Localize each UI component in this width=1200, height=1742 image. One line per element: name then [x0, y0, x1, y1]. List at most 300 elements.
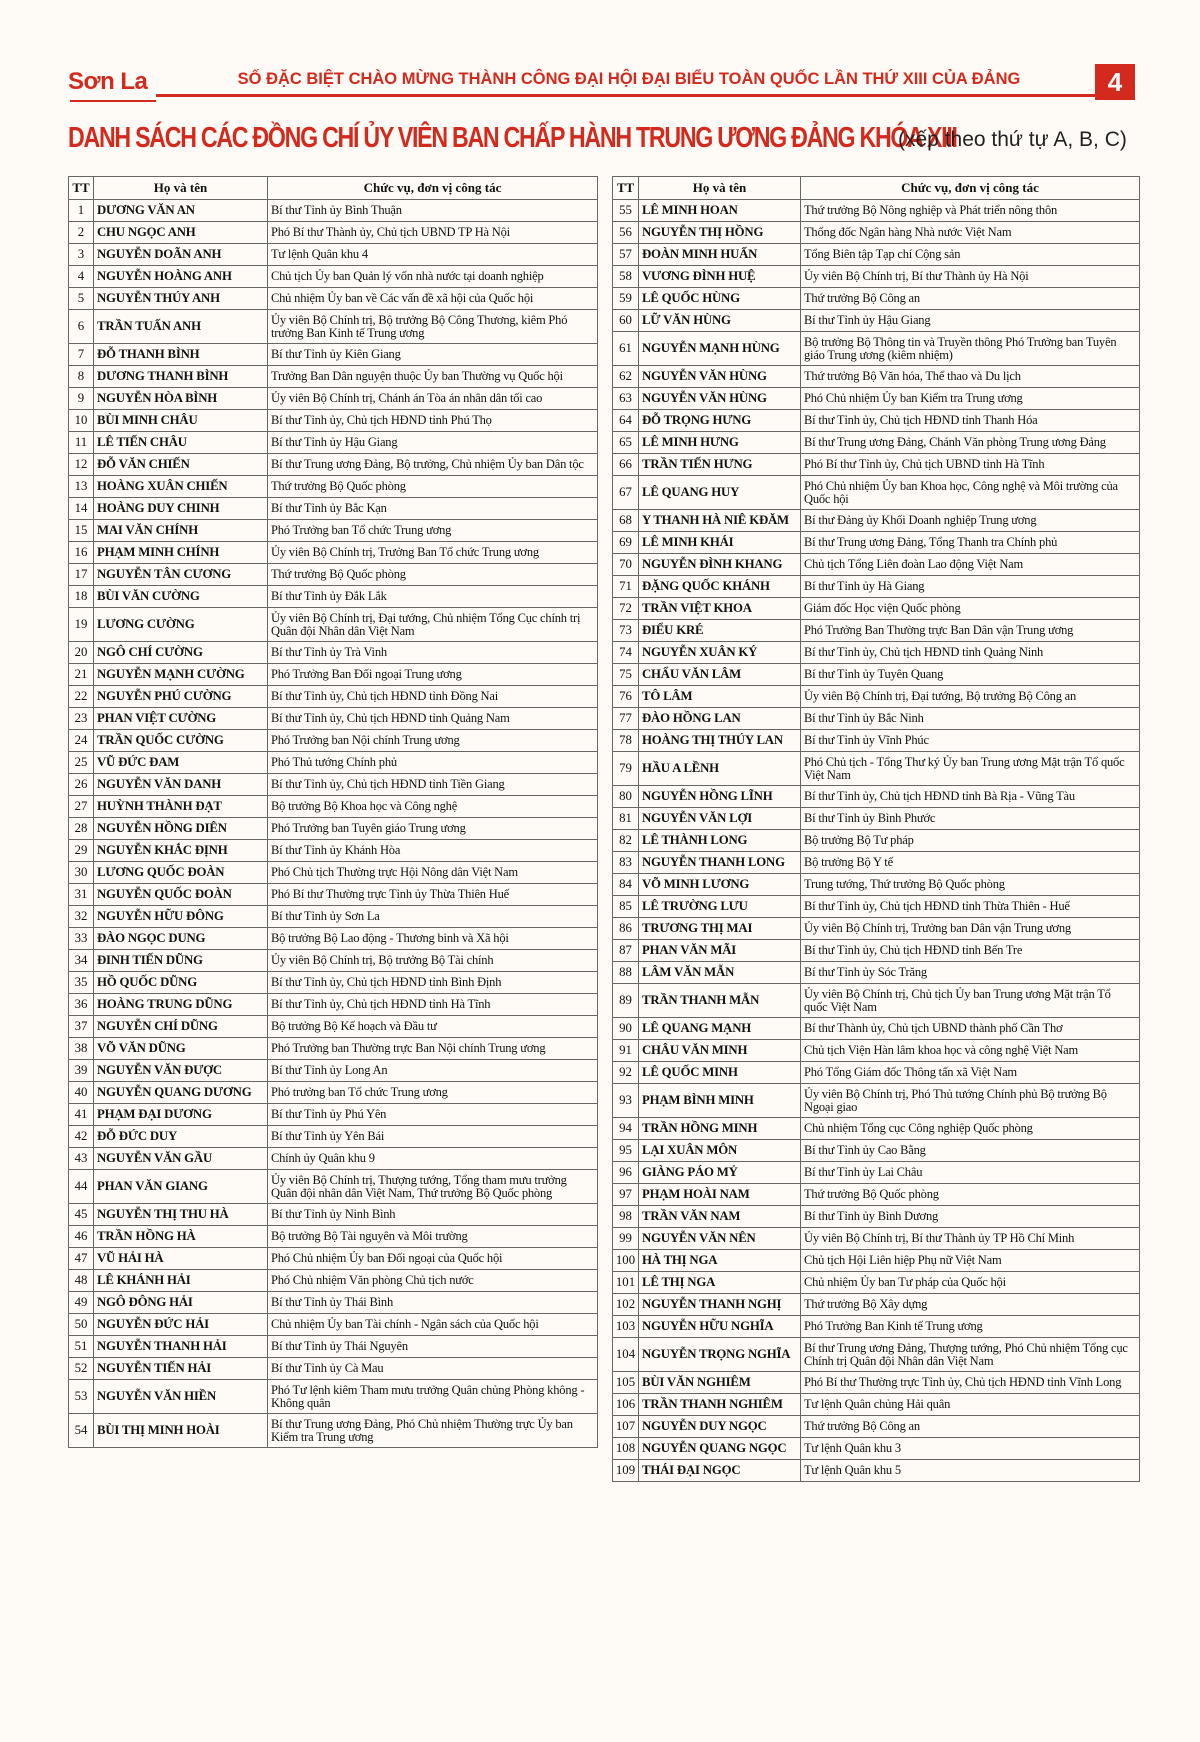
- member-number: 80: [613, 786, 639, 808]
- member-role: Bí thư Tỉnh ủy Sơn La: [268, 906, 598, 928]
- member-name: TRẦN THANH MẪN: [639, 984, 801, 1018]
- table-row: [69, 708, 598, 730]
- member-name: NGUYỄN VĂN LỢI: [639, 808, 801, 830]
- member-name: NGUYỄN KHẮC ĐỊNH: [94, 840, 268, 862]
- member-role: Bí thư Tỉnh ủy, Chủ tịch HĐND tỉnh Thừa Thiên - Huế: [801, 896, 1140, 918]
- table-row: [613, 576, 1140, 598]
- member-name: NGUYỄN QUỐC ĐOÀN: [94, 884, 268, 906]
- member-number: 16: [69, 542, 94, 564]
- member-name: DƯƠNG THANH BÌNH: [94, 366, 268, 388]
- member-number: 26: [69, 774, 94, 796]
- member-name: BÙI VĂN NGHIÊM: [639, 1372, 801, 1394]
- member-name: HẦU A LỀNH: [639, 752, 801, 786]
- member-role: Phó Chủ nhiệm Ủy ban Đối ngoại của Quốc hội: [268, 1248, 598, 1270]
- table-row: [613, 554, 1140, 576]
- member-role: Bộ trưởng Bộ Kế hoạch và Đầu tư: [268, 1016, 598, 1038]
- member-number: 85: [613, 896, 639, 918]
- member-name: PHAN VIỆT CƯỜNG: [94, 708, 268, 730]
- member-number: 93: [613, 1084, 639, 1118]
- member-name: NGUYỄN HÒA BÌNH: [94, 388, 268, 410]
- member-number: 48: [69, 1270, 94, 1292]
- member-role: Bí thư Tỉnh ủy Bắc Kạn: [268, 498, 598, 520]
- member-role: Phó Chủ tịch Thường trực Hội Nông dân Việt Nam: [268, 862, 598, 884]
- member-name: HOÀNG THỊ THÚY LAN: [639, 730, 801, 752]
- member-role: Tư lệnh Quân khu 5: [801, 1460, 1140, 1482]
- member-number: 18: [69, 586, 94, 608]
- member-name: NGUYỄN QUANG DƯƠNG: [94, 1082, 268, 1104]
- table-row: [69, 1226, 598, 1248]
- member-role: Bí thư Tỉnh ủy Yên Bái: [268, 1126, 598, 1148]
- member-role: Thứ trưởng Bộ Quốc phòng: [801, 1184, 1140, 1206]
- member-number: 68: [613, 510, 639, 532]
- member-role: Chính ủy Quân khu 9: [268, 1148, 598, 1170]
- member-number: 37: [69, 1016, 94, 1038]
- table-header-row: [613, 177, 1140, 200]
- member-role: Bộ trưởng Bộ Thông tin và Truyền thông Phó Trưởng ban Tuyên giáo Trung ương (kiêm nhiệm): [801, 332, 1140, 366]
- member-number: 73: [613, 620, 639, 642]
- member-name: HOÀNG TRUNG DŨNG: [94, 994, 268, 1016]
- table-row: [613, 620, 1140, 642]
- member-name: NGUYỄN HỮU NGHĨA: [639, 1316, 801, 1338]
- member-number: 20: [69, 642, 94, 664]
- table-row: [69, 972, 598, 994]
- member-role: Bộ trưởng Bộ Tài nguyên và Môi trường: [268, 1226, 598, 1248]
- table-row: [69, 884, 598, 906]
- table-row: [69, 520, 598, 542]
- member-role: Chủ tịch Ủy ban Quản lý vốn nhà nước tại doanh nghiệp: [268, 266, 598, 288]
- member-name: NGUYỄN DOÃN ANH: [94, 244, 268, 266]
- member-role: Bí thư Tỉnh ủy Long An: [268, 1060, 598, 1082]
- table-row: [613, 266, 1140, 288]
- member-number: 71: [613, 576, 639, 598]
- member-role: Trung tướng, Thứ trưởng Bộ Quốc phòng: [801, 874, 1140, 896]
- member-number: 38: [69, 1038, 94, 1060]
- member-role: Bí thư Tỉnh ủy Hậu Giang: [268, 432, 598, 454]
- member-number: 55: [613, 200, 639, 222]
- table-row: [613, 1316, 1140, 1338]
- table-row: [613, 1084, 1140, 1118]
- table-row: [613, 984, 1140, 1018]
- member-name: TRẦN VIỆT KHOA: [639, 598, 801, 620]
- member-role: Phó Bí thư Thường trực Tỉnh ủy Thừa Thiên Huế: [268, 884, 598, 906]
- member-number: 52: [69, 1358, 94, 1380]
- member-number: 98: [613, 1206, 639, 1228]
- member-number: 106: [613, 1394, 639, 1416]
- member-number: 67: [613, 476, 639, 510]
- member-number: 90: [613, 1018, 639, 1040]
- member-name: GIÀNG PÁO MỶ: [639, 1162, 801, 1184]
- member-role: Chủ tịch Hội Liên hiệp Phụ nữ Việt Nam: [801, 1250, 1140, 1272]
- member-number: 3: [69, 244, 94, 266]
- member-number: 96: [613, 1162, 639, 1184]
- member-number: 105: [613, 1372, 639, 1394]
- member-role: Ủy viên Bộ Chính trị, Phó Thủ tướng Chính phủ Bộ trưởng Bộ Ngoại giao: [801, 1084, 1140, 1118]
- member-number: 34: [69, 950, 94, 972]
- member-role: Bí thư Tỉnh ủy, Chủ tịch HĐND tỉnh Quảng Ninh: [801, 642, 1140, 664]
- member-role: Bí thư Tỉnh ủy Cao Bằng: [801, 1140, 1140, 1162]
- table-row: [613, 366, 1140, 388]
- table-row: [69, 1148, 598, 1170]
- member-name: LẠI XUÂN MÔN: [639, 1140, 801, 1162]
- table-row: [613, 1018, 1140, 1040]
- member-role: Bí thư Tỉnh ủy, Chủ tịch HĐND tỉnh Phú Thọ: [268, 410, 598, 432]
- table-row: [69, 244, 598, 266]
- member-role: Tổng Biên tập Tạp chí Cộng sản: [801, 244, 1140, 266]
- member-role: Bí thư Tỉnh ủy Thái Bình: [268, 1292, 598, 1314]
- table-row: [613, 686, 1140, 708]
- member-name: LƯƠNG CƯỜNG: [94, 608, 268, 642]
- member-name: ĐIỂU KRÉ: [639, 620, 801, 642]
- member-role: Bí thư Tỉnh ủy Phú Yên: [268, 1104, 598, 1126]
- member-name: LÂM VĂN MẪN: [639, 962, 801, 984]
- member-role: Ủy viên Bộ Chính trị, Bí thư Thành ủy Hà Nội: [801, 266, 1140, 288]
- table-row: [69, 454, 598, 476]
- members-table-left: [68, 176, 598, 1448]
- member-role: Bí thư Tỉnh ủy Tuyên Quang: [801, 664, 1140, 686]
- member-name: ĐOÀN MINH HUẤN: [639, 244, 801, 266]
- member-name: TÔ LÂM: [639, 686, 801, 708]
- table-row: [613, 388, 1140, 410]
- member-number: 36: [69, 994, 94, 1016]
- member-name: NGUYỄN THỊ THU HÀ: [94, 1204, 268, 1226]
- member-number: 87: [613, 940, 639, 962]
- list-title-subtitle: (xếp theo thứ tự A, B, C): [898, 128, 1127, 151]
- member-number: 15: [69, 520, 94, 542]
- member-number: 4: [69, 266, 94, 288]
- member-name: HÀ THỊ NGA: [639, 1250, 801, 1272]
- member-role: Phó Trưởng ban Tổ chức Trung ương: [268, 520, 598, 542]
- brand-underline: [70, 100, 156, 102]
- member-name: BÙI THỊ MINH HOÀI: [94, 1414, 268, 1448]
- member-number: 33: [69, 928, 94, 950]
- table-row: [69, 288, 598, 310]
- member-role: Ủy viên Bộ Chính trị, Chủ tịch Ủy ban Trung ương Mặt trận Tổ quốc Việt Nam: [801, 984, 1140, 1018]
- member-number: 62: [613, 366, 639, 388]
- member-number: 17: [69, 564, 94, 586]
- member-name: VÕ VĂN DŨNG: [94, 1038, 268, 1060]
- member-number: 103: [613, 1316, 639, 1338]
- table-row: [69, 586, 598, 608]
- member-name: TRẦN VĂN NAM: [639, 1206, 801, 1228]
- member-name: NGUYỄN THANH NGHỊ: [639, 1294, 801, 1316]
- member-role: Bí thư Tỉnh ủy Bình Phước: [801, 808, 1140, 830]
- member-number: 74: [613, 642, 639, 664]
- member-name: ĐỖ THANH BÌNH: [94, 344, 268, 366]
- member-role: Ủy viên Bộ Chính trị, Bí thư Thành ủy TP Hồ Chí Minh: [801, 1228, 1140, 1250]
- member-role: Ủy viên Bộ Chính trị, Đại tướng, Chủ nhiệm Tổng Cục chính trị Quân đội Nhân dân Việt Nam: [268, 608, 598, 642]
- member-role: Bí thư Tỉnh ủy Bình Thuận: [268, 200, 598, 222]
- member-role: Bí thư Trung ương Đảng, Tổng Thanh tra Chính phủ: [801, 532, 1140, 554]
- member-role: Bí thư Tỉnh ủy Khánh Hòa: [268, 840, 598, 862]
- list-title: [68, 122, 1148, 155]
- member-number: 39: [69, 1060, 94, 1082]
- member-role: Phó Tư lệnh kiêm Tham mưu trưởng Quân chủng Phòng không - Không quân: [268, 1380, 598, 1414]
- table-row: [69, 906, 598, 928]
- table-row: [69, 774, 598, 796]
- member-role: Ủy viên Bộ Chính trị, Bộ trưởng Bộ Công Thương, kiêm Phó trưởng Ban Kinh tế Trung ương: [268, 310, 598, 344]
- member-name: NGUYỄN VĂN ĐƯỢC: [94, 1060, 268, 1082]
- member-role: Bí thư Tỉnh ủy, Chủ tịch HĐND tỉnh Bà Rịa - Vũng Tàu: [801, 786, 1140, 808]
- member-number: 107: [613, 1416, 639, 1438]
- member-role: Phó Trưởng Ban Đối ngoại Trung ương: [268, 664, 598, 686]
- member-role: Bí thư Tỉnh ủy, Chủ tịch HĐND tỉnh Quảng Nam: [268, 708, 598, 730]
- table-row: [69, 1358, 598, 1380]
- member-name: PHAN VĂN MÃI: [639, 940, 801, 962]
- member-number: 44: [69, 1170, 94, 1204]
- member-number: 12: [69, 454, 94, 476]
- table-row: [69, 1126, 598, 1148]
- member-number: 86: [613, 918, 639, 940]
- member-name: NGUYỄN HỒNG LĨNH: [639, 786, 801, 808]
- member-role: Chủ nhiệm Ủy ban Tư pháp của Quốc hội: [801, 1272, 1140, 1294]
- member-role: Tư lệnh Quân khu 3: [801, 1438, 1140, 1460]
- member-name: CHÂU VĂN MINH: [639, 1040, 801, 1062]
- member-number: 40: [69, 1082, 94, 1104]
- member-role: Phó Chủ nhiệm Văn phòng Chủ tịch nước: [268, 1270, 598, 1292]
- member-number: 41: [69, 1104, 94, 1126]
- member-role: Bí thư Tỉnh ủy Đắk Lắk: [268, 586, 598, 608]
- table-row: [613, 1460, 1140, 1482]
- member-role: Ủy viên Bộ Chính trị, Đại tướng, Bộ trưởng Bộ Công an: [801, 686, 1140, 708]
- table-row: [613, 1250, 1140, 1272]
- member-name: PHẠM HOÀI NAM: [639, 1184, 801, 1206]
- table-row: [69, 1060, 598, 1082]
- table-row: [613, 1162, 1140, 1184]
- member-name: Y THANH HÀ NIÊ KĐĂM: [639, 510, 801, 532]
- member-number: 29: [69, 840, 94, 862]
- member-number: 21: [69, 664, 94, 686]
- table-row: [613, 896, 1140, 918]
- brand-logo: Sơn La: [68, 68, 148, 95]
- member-name: LÊ MINH HƯNG: [639, 432, 801, 454]
- member-name: LƯƠNG QUỐC ĐOÀN: [94, 862, 268, 884]
- member-role: Phó Thủ tướng Chính phủ: [268, 752, 598, 774]
- table-row: [613, 598, 1140, 620]
- table-row: [69, 1414, 598, 1448]
- member-name: VŨ HẢI HÀ: [94, 1248, 268, 1270]
- member-role: Phó Trưởng ban Nội chính Trung ương: [268, 730, 598, 752]
- member-number: 50: [69, 1314, 94, 1336]
- member-name: NGUYỄN THANH HẢI: [94, 1336, 268, 1358]
- member-number: 45: [69, 1204, 94, 1226]
- member-name: CHẨU VĂN LÂM: [639, 664, 801, 686]
- member-number: 99: [613, 1228, 639, 1250]
- member-number: 53: [69, 1380, 94, 1414]
- header-rule: [156, 94, 1096, 97]
- table-row: [613, 476, 1140, 510]
- member-name: LÊ TRƯỜNG LƯU: [639, 896, 801, 918]
- member-name: ĐINH TIẾN DŨNG: [94, 950, 268, 972]
- member-number: 49: [69, 1292, 94, 1314]
- member-name: THÁI ĐẠI NGỌC: [639, 1460, 801, 1482]
- member-number: 56: [613, 222, 639, 244]
- member-role: Bí thư Tỉnh ủy Ninh Bình: [268, 1204, 598, 1226]
- member-name: NGUYỄN VĂN NÊN: [639, 1228, 801, 1250]
- table-row: [69, 928, 598, 950]
- member-number: 31: [69, 884, 94, 906]
- member-name: NGUYỄN ĐÌNH KHANG: [639, 554, 801, 576]
- member-number: 60: [613, 310, 639, 332]
- member-role: Chủ nhiệm Ủy ban Tài chính - Ngân sách của Quốc hội: [268, 1314, 598, 1336]
- member-role: Bí thư Tỉnh ủy, Chủ tịch HĐND tỉnh Hà Tĩnh: [268, 994, 598, 1016]
- member-number: 63: [613, 388, 639, 410]
- table-row: [613, 642, 1140, 664]
- member-role: Phó Bí thư Thường trực Tỉnh ủy, Chủ tịch HĐND tỉnh Vĩnh Long: [801, 1372, 1140, 1394]
- member-name: TRẦN TUẤN ANH: [94, 310, 268, 344]
- table-row: [613, 1372, 1140, 1394]
- member-name: NGUYỄN THỊ HỒNG: [639, 222, 801, 244]
- member-number: 47: [69, 1248, 94, 1270]
- member-number: 109: [613, 1460, 639, 1482]
- member-number: 78: [613, 730, 639, 752]
- column-header-role: Chức vụ, đơn vị công tác: [268, 177, 598, 200]
- member-name: PHẠM BÌNH MINH: [639, 1084, 801, 1118]
- member-name: HUỲNH THÀNH ĐẠT: [94, 796, 268, 818]
- member-role: Thứ trưởng Bộ Văn hóa, Thể thao và Du lịch: [801, 366, 1140, 388]
- member-number: 79: [613, 752, 639, 786]
- member-name: NGUYỄN HOÀNG ANH: [94, 266, 268, 288]
- table-row: [69, 344, 598, 366]
- member-number: 57: [613, 244, 639, 266]
- member-name: NGUYỄN THANH LONG: [639, 852, 801, 874]
- member-role: Bí thư Trung ương Đảng, Chánh Văn phòng Trung ương Đảng: [801, 432, 1140, 454]
- member-number: 101: [613, 1272, 639, 1294]
- member-number: 11: [69, 432, 94, 454]
- member-number: 19: [69, 608, 94, 642]
- member-number: 43: [69, 1148, 94, 1170]
- member-name: NGUYỄN HỒNG DIÊN: [94, 818, 268, 840]
- member-number: 32: [69, 906, 94, 928]
- member-name: LÊ QUANG HUY: [639, 476, 801, 510]
- member-name: NGUYỄN VĂN HIỀN: [94, 1380, 268, 1414]
- member-number: 64: [613, 410, 639, 432]
- member-number: 1: [69, 200, 94, 222]
- member-number: 83: [613, 852, 639, 874]
- member-role: Bí thư Tỉnh ủy Bình Dương: [801, 1206, 1140, 1228]
- member-name: NGUYỄN THÚY ANH: [94, 288, 268, 310]
- column-header-name: Họ và tên: [94, 177, 268, 200]
- member-role: Phó Bí thư Tỉnh ủy, Chủ tịch UBND tỉnh Hà Tĩnh: [801, 454, 1140, 476]
- member-role: Bộ trưởng Bộ Khoa học và Công nghệ: [268, 796, 598, 818]
- member-role: Phó Chủ nhiệm Ủy ban Khoa học, Công nghệ và Môi trường của Quốc hội: [801, 476, 1140, 510]
- member-number: 22: [69, 686, 94, 708]
- table-row: [69, 642, 598, 664]
- member-name: LÊ MINH KHÁI: [639, 532, 801, 554]
- member-number: 84: [613, 874, 639, 896]
- table-row: [613, 962, 1140, 984]
- member-name: LÊ THỊ NGA: [639, 1272, 801, 1294]
- table-row: [613, 1394, 1140, 1416]
- member-name: TRẦN HỒNG MINH: [639, 1118, 801, 1140]
- table-row: [613, 1118, 1140, 1140]
- member-number: 72: [613, 598, 639, 620]
- table-row: [613, 454, 1140, 476]
- member-name: ĐẶNG QUỐC KHÁNH: [639, 576, 801, 598]
- member-name: MAI VĂN CHÍNH: [94, 520, 268, 542]
- table-row: [69, 950, 598, 972]
- member-role: Bộ trưởng Bộ Y tế: [801, 852, 1140, 874]
- table-row: [613, 1272, 1140, 1294]
- table-row: [69, 664, 598, 686]
- table-row: [69, 1270, 598, 1292]
- member-role: Bí thư Trung ương Đảng, Thượng tướng, Phó Chủ nhiệm Tổng cục Chính trị Quân đội Nhân dân Việt Nam: [801, 1338, 1140, 1372]
- table-row: [613, 830, 1140, 852]
- member-number: 5: [69, 288, 94, 310]
- member-name: NGUYỄN VĂN GẦU: [94, 1148, 268, 1170]
- table-row: [69, 818, 598, 840]
- member-role: Bí thư Tỉnh ủy Vĩnh Phúc: [801, 730, 1140, 752]
- table-row: [613, 1338, 1140, 1372]
- member-role: Bí thư Tỉnh ủy, Chủ tịch HĐND tỉnh Bến Tre: [801, 940, 1140, 962]
- table-row: [613, 410, 1140, 432]
- member-role: Trưởng Ban Dân nguyện thuộc Ủy ban Thường vụ Quốc hội: [268, 366, 598, 388]
- member-role: Bí thư Thành ủy, Chủ tịch UBND thành phố Cần Thơ: [801, 1018, 1140, 1040]
- table-row: [613, 708, 1140, 730]
- member-name: CHU NGỌC ANH: [94, 222, 268, 244]
- member-name: NGUYỄN DUY NGỌC: [639, 1416, 801, 1438]
- column-header-name: Họ và tên: [639, 177, 801, 200]
- member-role: Giám đốc Học viện Quốc phòng: [801, 598, 1140, 620]
- member-name: LÊ QUANG MẠNH: [639, 1018, 801, 1040]
- table-row: [613, 1206, 1140, 1228]
- member-name: NGUYỄN TÂN CƯƠNG: [94, 564, 268, 586]
- member-role: Bí thư Tỉnh ủy, Chủ tịch HĐND tỉnh Thanh Hóa: [801, 410, 1140, 432]
- member-name: LÊ QUỐC MINH: [639, 1062, 801, 1084]
- member-role: Phó Trưởng ban Tuyên giáo Trung ương: [268, 818, 598, 840]
- member-name: VÕ MINH LƯƠNG: [639, 874, 801, 896]
- table-row: [69, 200, 598, 222]
- member-number: 2: [69, 222, 94, 244]
- table-row: [613, 940, 1140, 962]
- member-role: Bộ trưởng Bộ Lao động - Thương binh và Xã hội: [268, 928, 598, 950]
- member-number: 13: [69, 476, 94, 498]
- member-role: Ủy viên Bộ Chính trị, Thượng tướng, Tổng tham mưu trưởng Quân đội nhân dân Việt Nam, Thứ trưởng Bộ Quốc phòng: [268, 1170, 598, 1204]
- member-name: PHAN VĂN GIANG: [94, 1170, 268, 1204]
- table-row: [69, 686, 598, 708]
- member-name: VŨ ĐỨC ĐAM: [94, 752, 268, 774]
- page-number: 4: [1095, 64, 1135, 100]
- member-role: Phó Tổng Giám đốc Thông tấn xã Việt Nam: [801, 1062, 1140, 1084]
- table-row: [613, 288, 1140, 310]
- table-row: [69, 1082, 598, 1104]
- table-row: [613, 532, 1140, 554]
- table-row: [69, 1038, 598, 1060]
- member-name: NGUYỄN CHÍ DŨNG: [94, 1016, 268, 1038]
- member-role: Thống đốc Ngân hàng Nhà nước Việt Nam: [801, 222, 1140, 244]
- table-row: [613, 332, 1140, 366]
- member-number: 92: [613, 1062, 639, 1084]
- member-number: 25: [69, 752, 94, 774]
- member-role: Bộ trưởng Bộ Tư pháp: [801, 830, 1140, 852]
- members-table-right: [612, 176, 1140, 1482]
- table-row: [69, 1016, 598, 1038]
- table-row: [69, 310, 598, 344]
- table-row: [613, 874, 1140, 896]
- column-header-tt: TT: [613, 177, 639, 200]
- member-role: Chủ nhiệm Ủy ban về Các vấn đề xã hội của Quốc hội: [268, 288, 598, 310]
- member-number: 10: [69, 410, 94, 432]
- member-role: Chủ tịch Viện Hàn lâm khoa học và công nghệ Việt Nam: [801, 1040, 1140, 1062]
- member-number: 59: [613, 288, 639, 310]
- table-row: [613, 310, 1140, 332]
- member-role: Phó trưởng ban Tổ chức Trung ương: [268, 1082, 598, 1104]
- member-number: 91: [613, 1040, 639, 1062]
- table-row: [613, 752, 1140, 786]
- member-number: 24: [69, 730, 94, 752]
- member-number: 95: [613, 1140, 639, 1162]
- member-role: Tư lệnh Quân chủng Hải quân: [801, 1394, 1140, 1416]
- member-role: Phó Trưởng ban Thường trực Ban Nội chính Trung ương: [268, 1038, 598, 1060]
